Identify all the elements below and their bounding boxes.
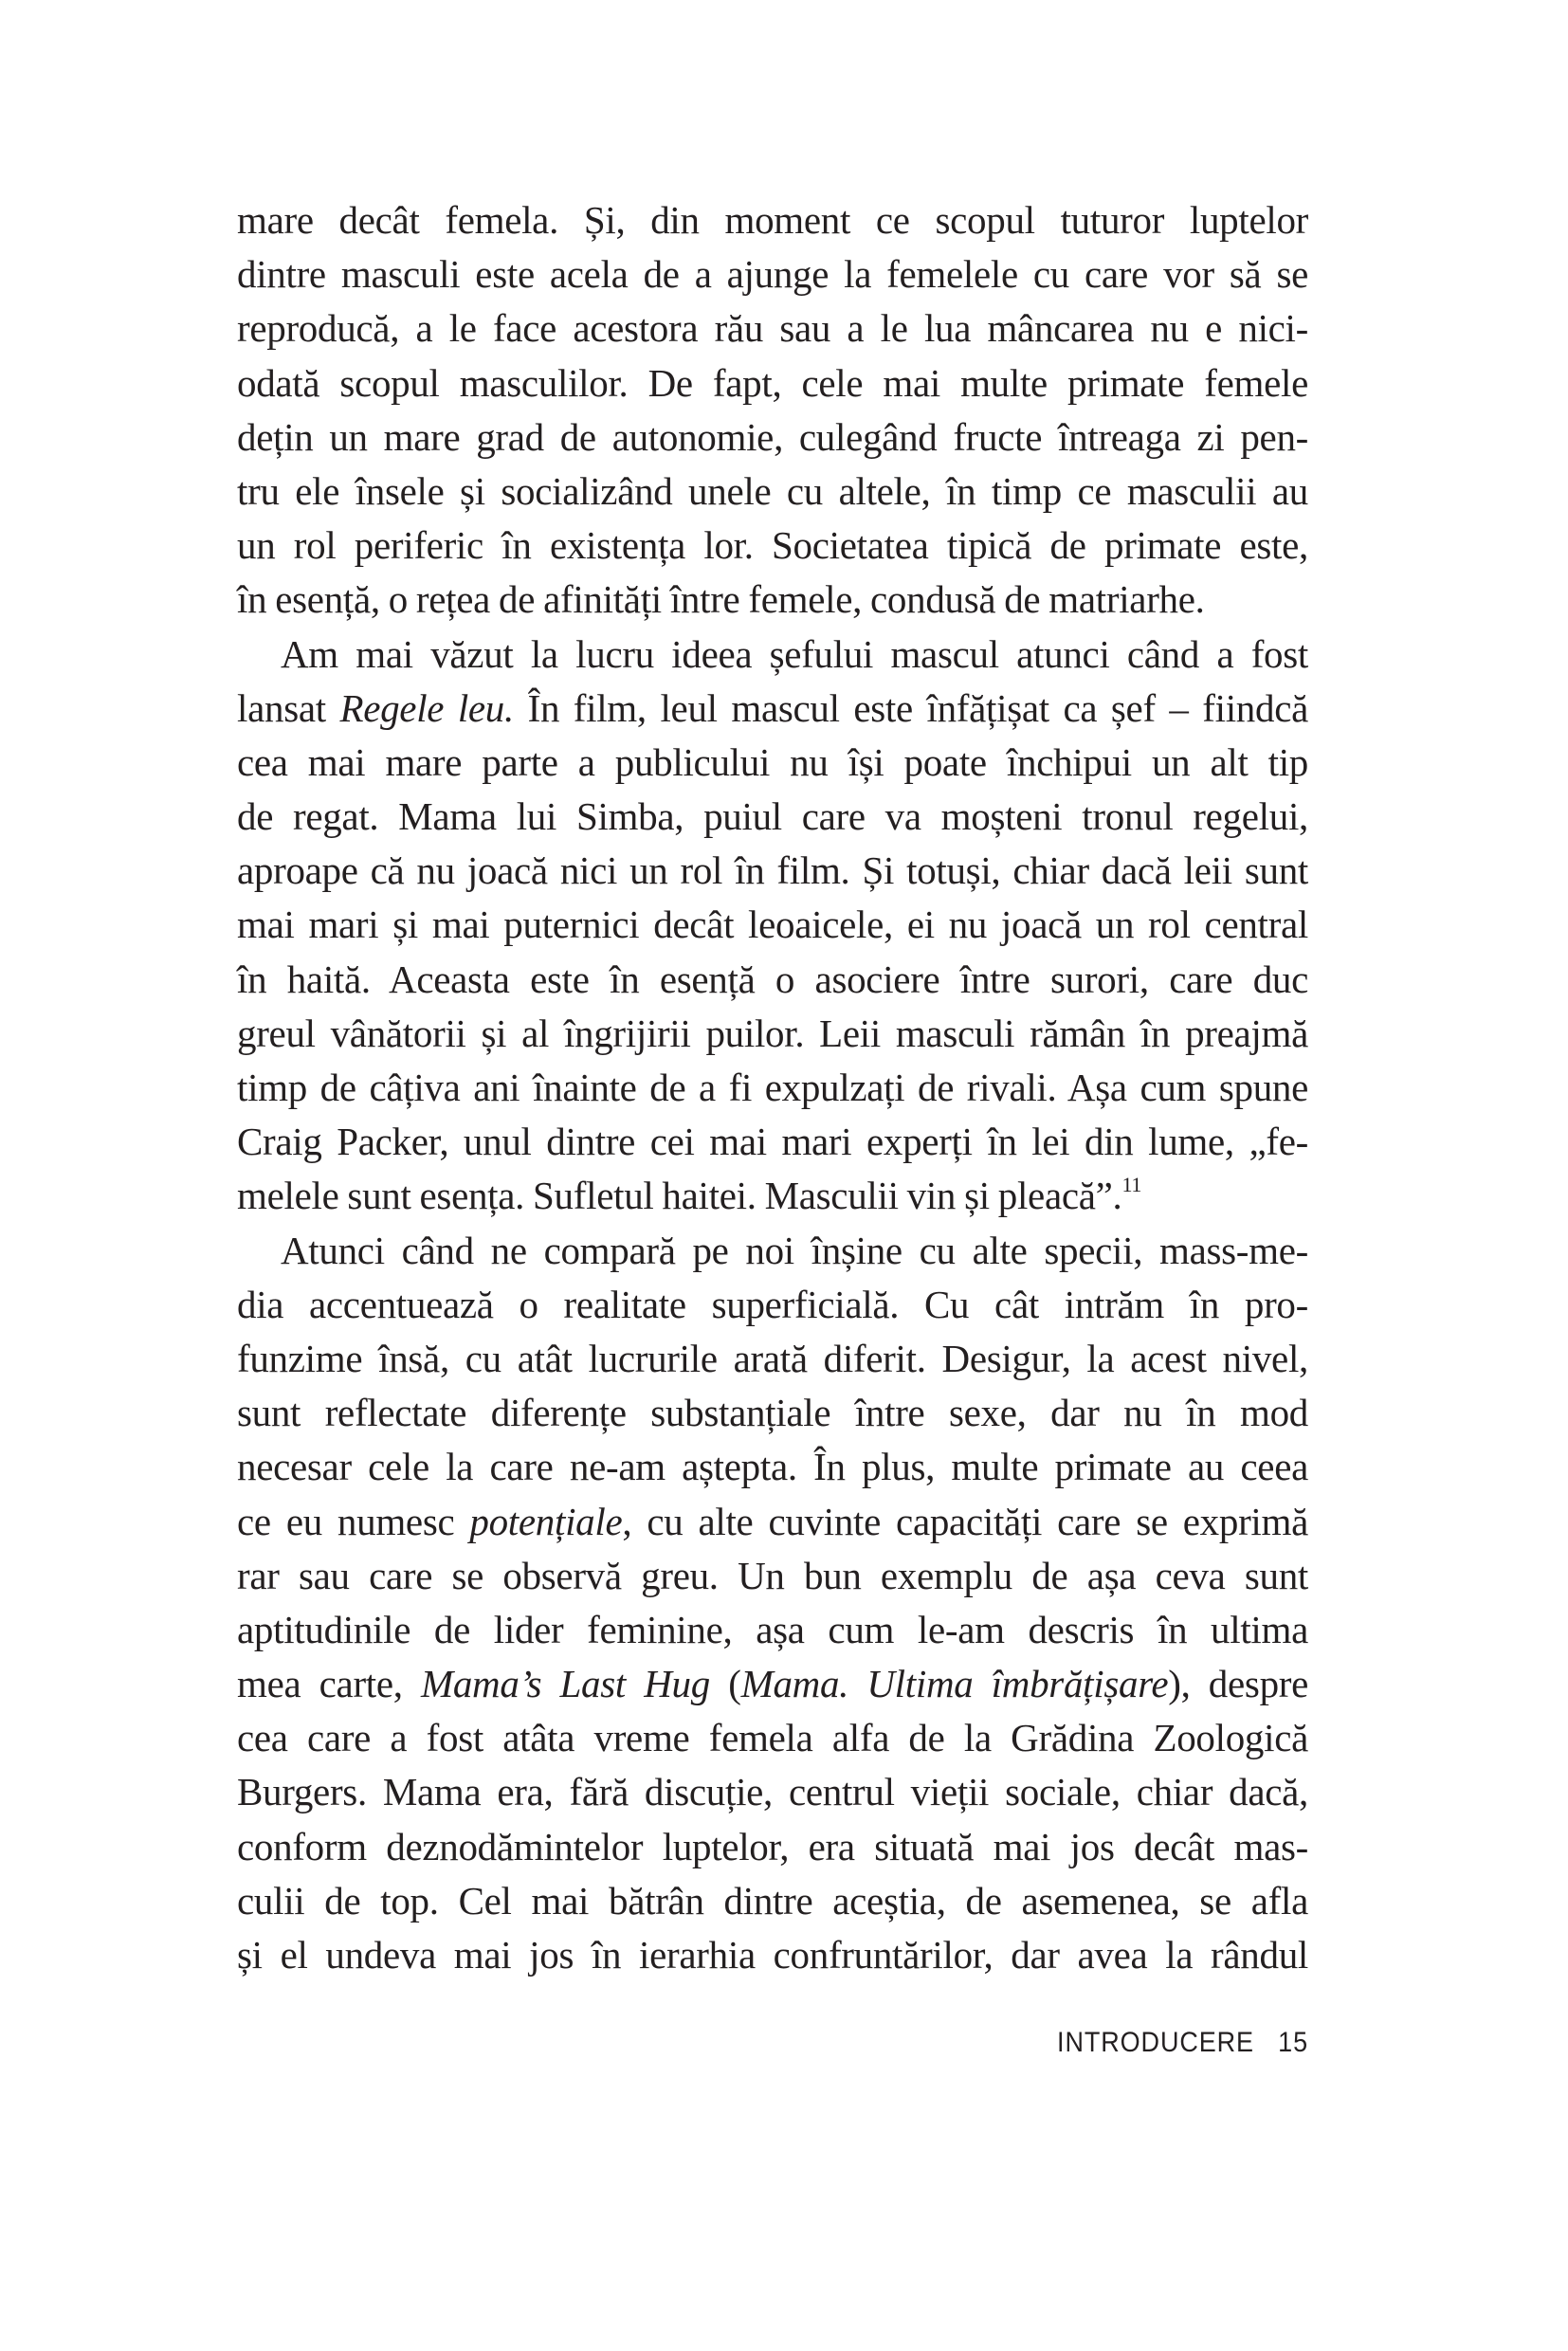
text-segment: mare decât femela. Și, din moment ce scopul tuturor luptelor [237,198,1308,242]
text-line [237,1928,1308,1982]
page-body-text [237,193,1308,1982]
text-segment: ( [709,1662,741,1706]
text-segment: în haită. Aceasta este în esență o asociere între surori, care duc [237,957,1308,1001]
text-line [237,1115,1308,1169]
text-segment: necesar cele la care ne-am aștepta. În plus, multe primate au ceea [237,1445,1308,1489]
paragraph [237,193,1308,628]
text-line [237,1440,1308,1494]
text-line [237,301,1308,355]
footnote-ref: 11 [1121,1173,1142,1197]
italic-text: potențiale [469,1499,623,1543]
text-line [237,790,1308,844]
text-segment: aptitudinile de lider feminine, așa cum le-am descris în ultima [237,1607,1308,1651]
text-line [237,1007,1308,1061]
text-segment: aproape că nu joacă nici un rol în film. Și totuși, chiar dacă leii sunt [237,848,1308,893]
text-line [237,410,1308,465]
text-line [237,1386,1308,1440]
text-segment: timp de câțiva ani înainte de a fi expulzați de rivali. Așa cum spune [237,1066,1308,1109]
text-segment: conform deznodămintelor luptelor, era situată mai jos decât mas- [237,1824,1308,1868]
text-line [237,1495,1308,1549]
text-segment: odată scopul masculilor. De fapt, cele mai multe primate femele [237,360,1308,405]
italic-text: Regele leu. [339,685,514,730]
text-segment: un rol periferic în existența lor. Societatea tipică de primate este, [237,523,1308,568]
text-segment: În film, leul mascul este înfățișat ca șef – fiindcă [513,685,1308,730]
text-segment: melele sunt esența. Sufletul haitei. Masculii vin și pleacă”. [237,1174,1122,1218]
paragraph [237,628,1308,1224]
text-line [237,1657,1308,1711]
text-line [237,1820,1308,1874]
text-segment: rar sau care se observă greu. Un bun exemplu de așa ceva sunt [237,1553,1308,1597]
text-line [237,1169,1308,1223]
text-segment: Burgers. Mama era, fără discuție, centrul vieții sociale, chiar dacă, [237,1770,1308,1814]
text-line [237,1874,1308,1928]
running-head: INTRODUCERE [1057,2027,1254,2058]
paragraph [237,1224,1308,1983]
text-segment: de regat. Mama lui Simba, puiul care va moșteni tronul regelui, [237,794,1308,839]
text-line [237,736,1308,790]
text-line [237,193,1308,247]
page-footer [131,2027,1308,2059]
italic-text: Mama. Ultima îmbrățișare [740,1662,1169,1706]
text-segment: lansat [237,685,340,730]
text-segment: cea care a fost atâta vreme femela alfa de la Grădina Zoologică [237,1716,1308,1760]
text-segment: mea carte, [237,1662,421,1706]
text-segment: dia accentuează o realitate superficială. Cu cât intrăm în pro- [237,1282,1308,1326]
text-line [237,1549,1308,1603]
text-segment: dețin un mare grad de autonomie, culegând fructe întreaga zi pen- [237,414,1308,459]
text-line [237,898,1308,952]
text-segment: reproducă, a le face acestora rău sau a le lua mâncarea nu e nici- [237,306,1308,351]
text-segment: ), despre [1168,1662,1309,1706]
text-segment: în esență, o rețea de afinități între femele, condusă de matriarhe. [237,577,1205,622]
text-line [237,953,1308,1007]
text-segment: cea mai mare parte a publicului nu își poate închipui un alt tip [237,739,1308,784]
text-segment: Craig Packer, unul dintre cei mai mari experți în lei din lume, „fe- [237,1120,1308,1164]
text-segment: tru ele însele și socializând unele cu altele, în timp ce masculii au [237,468,1308,513]
text-segment: Am mai văzut la lucru ideea șefului mascul atunci când a fost [281,631,1308,676]
text-line [237,573,1308,627]
text-segment: greul vânătorii și al îngrijirii puilor. Leii masculi rămân în preajmă [237,1011,1308,1055]
text-segment: sunt reflectate diferențe substanțiale între sexe, dar nu în mod [237,1391,1308,1435]
text-line [237,519,1308,573]
text-line [237,1603,1308,1657]
text-line [237,682,1308,736]
text-line [237,247,1308,301]
text-line [237,1278,1308,1332]
text-segment: dintre masculi este acela de a ajunge la femelele cu care vor să se [237,252,1308,297]
text-segment: culii de top. Cel mai bătrân dintre aceștia, de asemenea, se afla [237,1878,1308,1923]
text-line [237,465,1308,519]
text-segment: funzime însă, cu atât lucrurile arată diferit. Desigur, la acest nivel, [237,1336,1308,1380]
italic-text: Mama’s Last Hug [421,1662,710,1706]
text-line [237,1711,1308,1765]
text-line [237,1765,1308,1819]
text-segment: și el undeva mai jos în ierarhia confruntărilor, dar avea la rândul [237,1933,1308,1977]
text-segment: ce eu numesc [237,1499,470,1543]
text-line [237,1061,1308,1115]
text-segment: mai mari și mai puternici decât leoaicele, ei nu joacă un rol central [237,902,1308,947]
text-line [237,844,1308,898]
text-line [237,1224,1308,1278]
text-line [237,356,1308,410]
text-line [237,628,1308,682]
text-segment: , cu alte cuvinte capacități care se exprimă [622,1499,1309,1543]
text-segment: Atunci când ne compară pe noi înșine cu alte specii, mass-me- [281,1228,1308,1272]
text-line [237,1332,1308,1386]
page-number: 15 [1278,2027,1308,2058]
